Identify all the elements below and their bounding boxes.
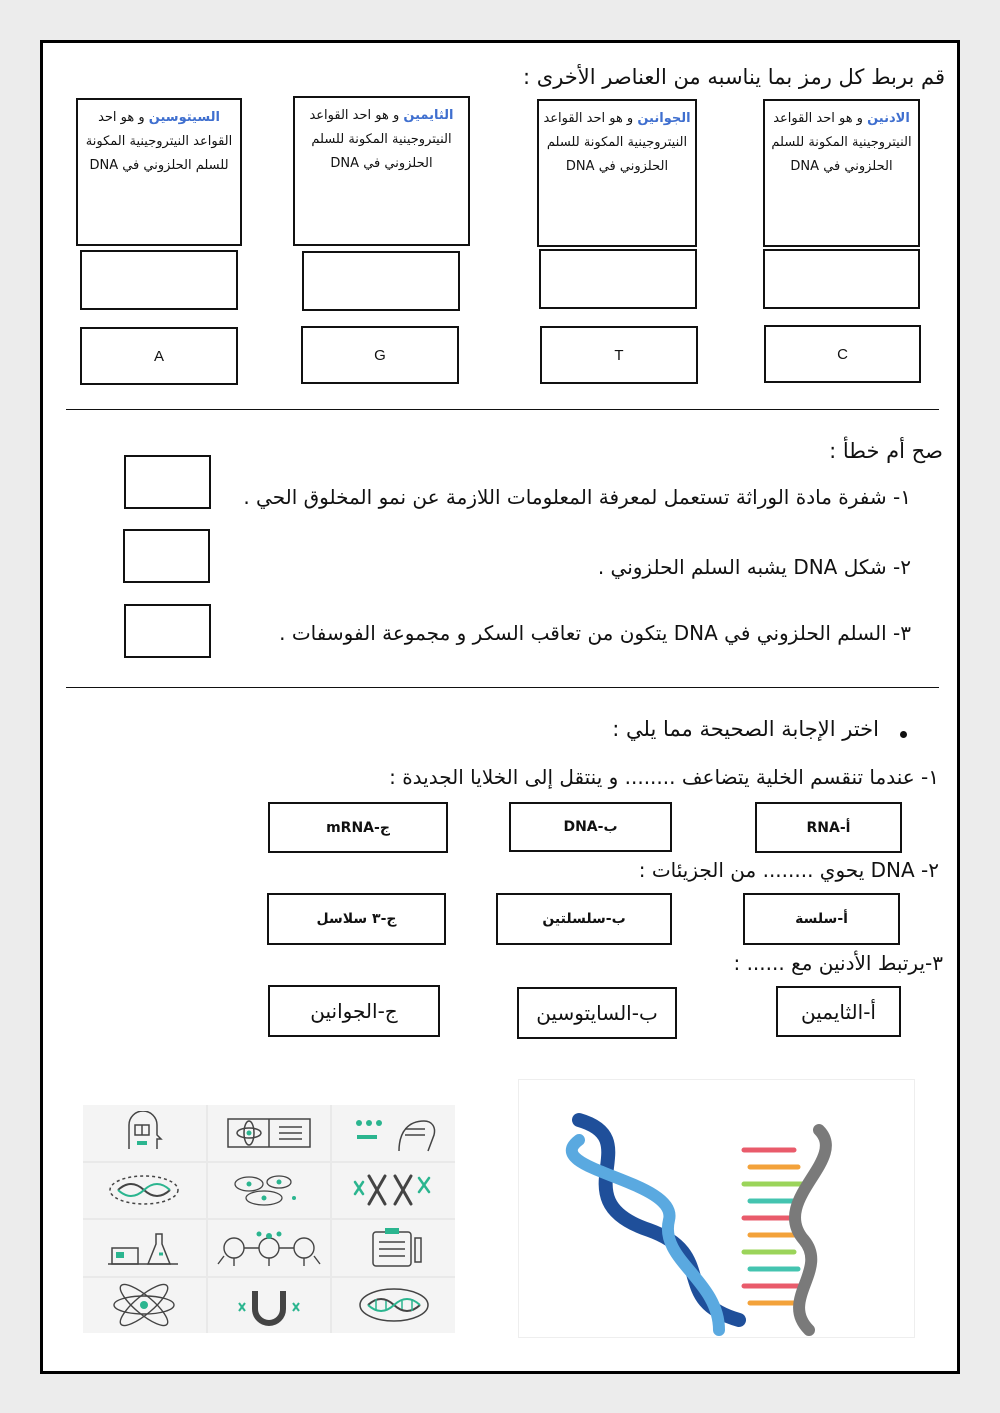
scientist-notes-icon: [332, 1105, 455, 1161]
mcq3-option-a[interactable]: [776, 986, 901, 1037]
letter-box-t[interactable]: [540, 326, 698, 384]
mcq3-option-c[interactable]: [268, 985, 440, 1037]
letter-box-c[interactable]: [764, 325, 921, 383]
dna-double-helix-icon: [519, 1080, 914, 1337]
tf-statement-2: ٢- شكل DNA يشبه السلم الحلزوني .: [597, 555, 911, 579]
cells-icon: [208, 1163, 331, 1219]
dna-circle-icon: [332, 1278, 455, 1334]
option-label: ب-سلسلتين: [542, 911, 626, 927]
letter: A: [153, 347, 164, 365]
option-label: ب-السايتوسين: [536, 1001, 658, 1025]
card-term: الادنين: [867, 111, 910, 126]
letter: G: [374, 346, 386, 364]
worksheet: [40, 40, 960, 1374]
mcq2-option-b[interactable]: [496, 893, 672, 945]
card-text: و هو احد القواعد النيتروجينية المكونة للسلم الحلزوني في DNA: [309, 108, 452, 171]
mcq1-option-b[interactable]: [509, 802, 672, 852]
option-label: أ-الثايمين: [801, 999, 876, 1024]
option-label: ج-٣ سلاسل: [316, 911, 397, 927]
matching-heading: قم بربط كل رمز بما يناسبه من العناصر الأخرى :: [523, 65, 945, 89]
match-answer-box[interactable]: [763, 249, 920, 309]
tf-answer-box-1[interactable]: [124, 455, 211, 509]
match-answer-box[interactable]: [80, 250, 238, 310]
true-false-heading: صح أم خطأ :: [829, 439, 943, 463]
mcq3-option-b[interactable]: [517, 987, 677, 1039]
tf-answer-box-2[interactable]: [123, 529, 210, 583]
card-term: السيتوسين: [148, 110, 220, 125]
letter-box-a[interactable]: [80, 327, 238, 385]
dna-illustration: [518, 1079, 915, 1338]
card-text: و هو احد القواعد النيتروجينية المكونة للسلم الحلزوني في DNA: [543, 111, 688, 174]
mcq-heading: اختر الإجابة الصحيحة مما يلي :: [612, 717, 879, 741]
mcq-question-1: ١- عندما تنقسم الخلية يتضاعف ........ و ينتقل إلى الخلايا الجديدة :: [389, 765, 939, 789]
mcq2-option-a[interactable]: [743, 893, 900, 945]
letter: T: [614, 346, 624, 364]
card-text: و هو احد القواعد النيتروجينية المكونة للسلم الحلزوني في DNA: [771, 111, 912, 174]
bullet-icon: [900, 731, 907, 738]
mcq-question-2: ٢- DNA يحوي ........ من الجزيئات :: [638, 858, 939, 882]
card-cytosine: [76, 98, 242, 246]
head-book-icon: [83, 1105, 206, 1161]
card-guanine: [537, 99, 697, 247]
option-label: أ-سلسة: [795, 911, 848, 927]
clipboard-icon: [332, 1220, 455, 1276]
neurons-icon: [208, 1220, 331, 1276]
lab-equipment-icon: [83, 1220, 206, 1276]
letter: C: [837, 345, 848, 363]
tf-answer-box-3[interactable]: [124, 604, 211, 658]
tf-statement-3: ٣- السلم الحلزوني في DNA يتكون من تعاقب السكر و مجموعة الفوسفات .: [279, 621, 911, 645]
chromosomes-icon: [332, 1163, 455, 1219]
science-icon-grid: [83, 1105, 455, 1333]
section-divider: [66, 409, 939, 410]
option-label: أ-RNA: [806, 819, 851, 836]
mcq-question-3: ٣-يرتبط الأدنين مع ...... :: [733, 951, 943, 975]
open-book-atom-icon: [208, 1105, 331, 1161]
card-thymine: [293, 96, 470, 246]
dna-oval-icon: [83, 1163, 206, 1219]
mcq1-option-c[interactable]: [268, 802, 448, 853]
tf-statement-1: ١- شفرة مادة الوراثة تستعمل لمعرفة المعلومات اللازمة عن نمو المخلوق الحي .: [243, 485, 911, 509]
section-divider: [66, 687, 939, 688]
option-label: ب-DNA: [563, 819, 618, 835]
option-label: ج-الجوانين: [310, 999, 398, 1023]
option-label: ج-mRNA: [326, 819, 390, 836]
card-adenine: [763, 99, 920, 247]
letter-box-g[interactable]: [301, 326, 459, 384]
match-answer-box[interactable]: [302, 251, 460, 311]
mcq2-option-c[interactable]: [267, 893, 446, 945]
mcq1-option-a[interactable]: [755, 802, 902, 853]
card-term: الجوانين: [637, 111, 691, 126]
match-answer-box[interactable]: [539, 249, 697, 309]
magnet-icon: [208, 1278, 331, 1334]
atom-icon: [83, 1278, 206, 1334]
card-term: الثايمين: [403, 108, 454, 123]
card-text: و هو احد القواعد النيتروجينية المكونة للسلم الحلزوني في DNA: [85, 110, 233, 173]
